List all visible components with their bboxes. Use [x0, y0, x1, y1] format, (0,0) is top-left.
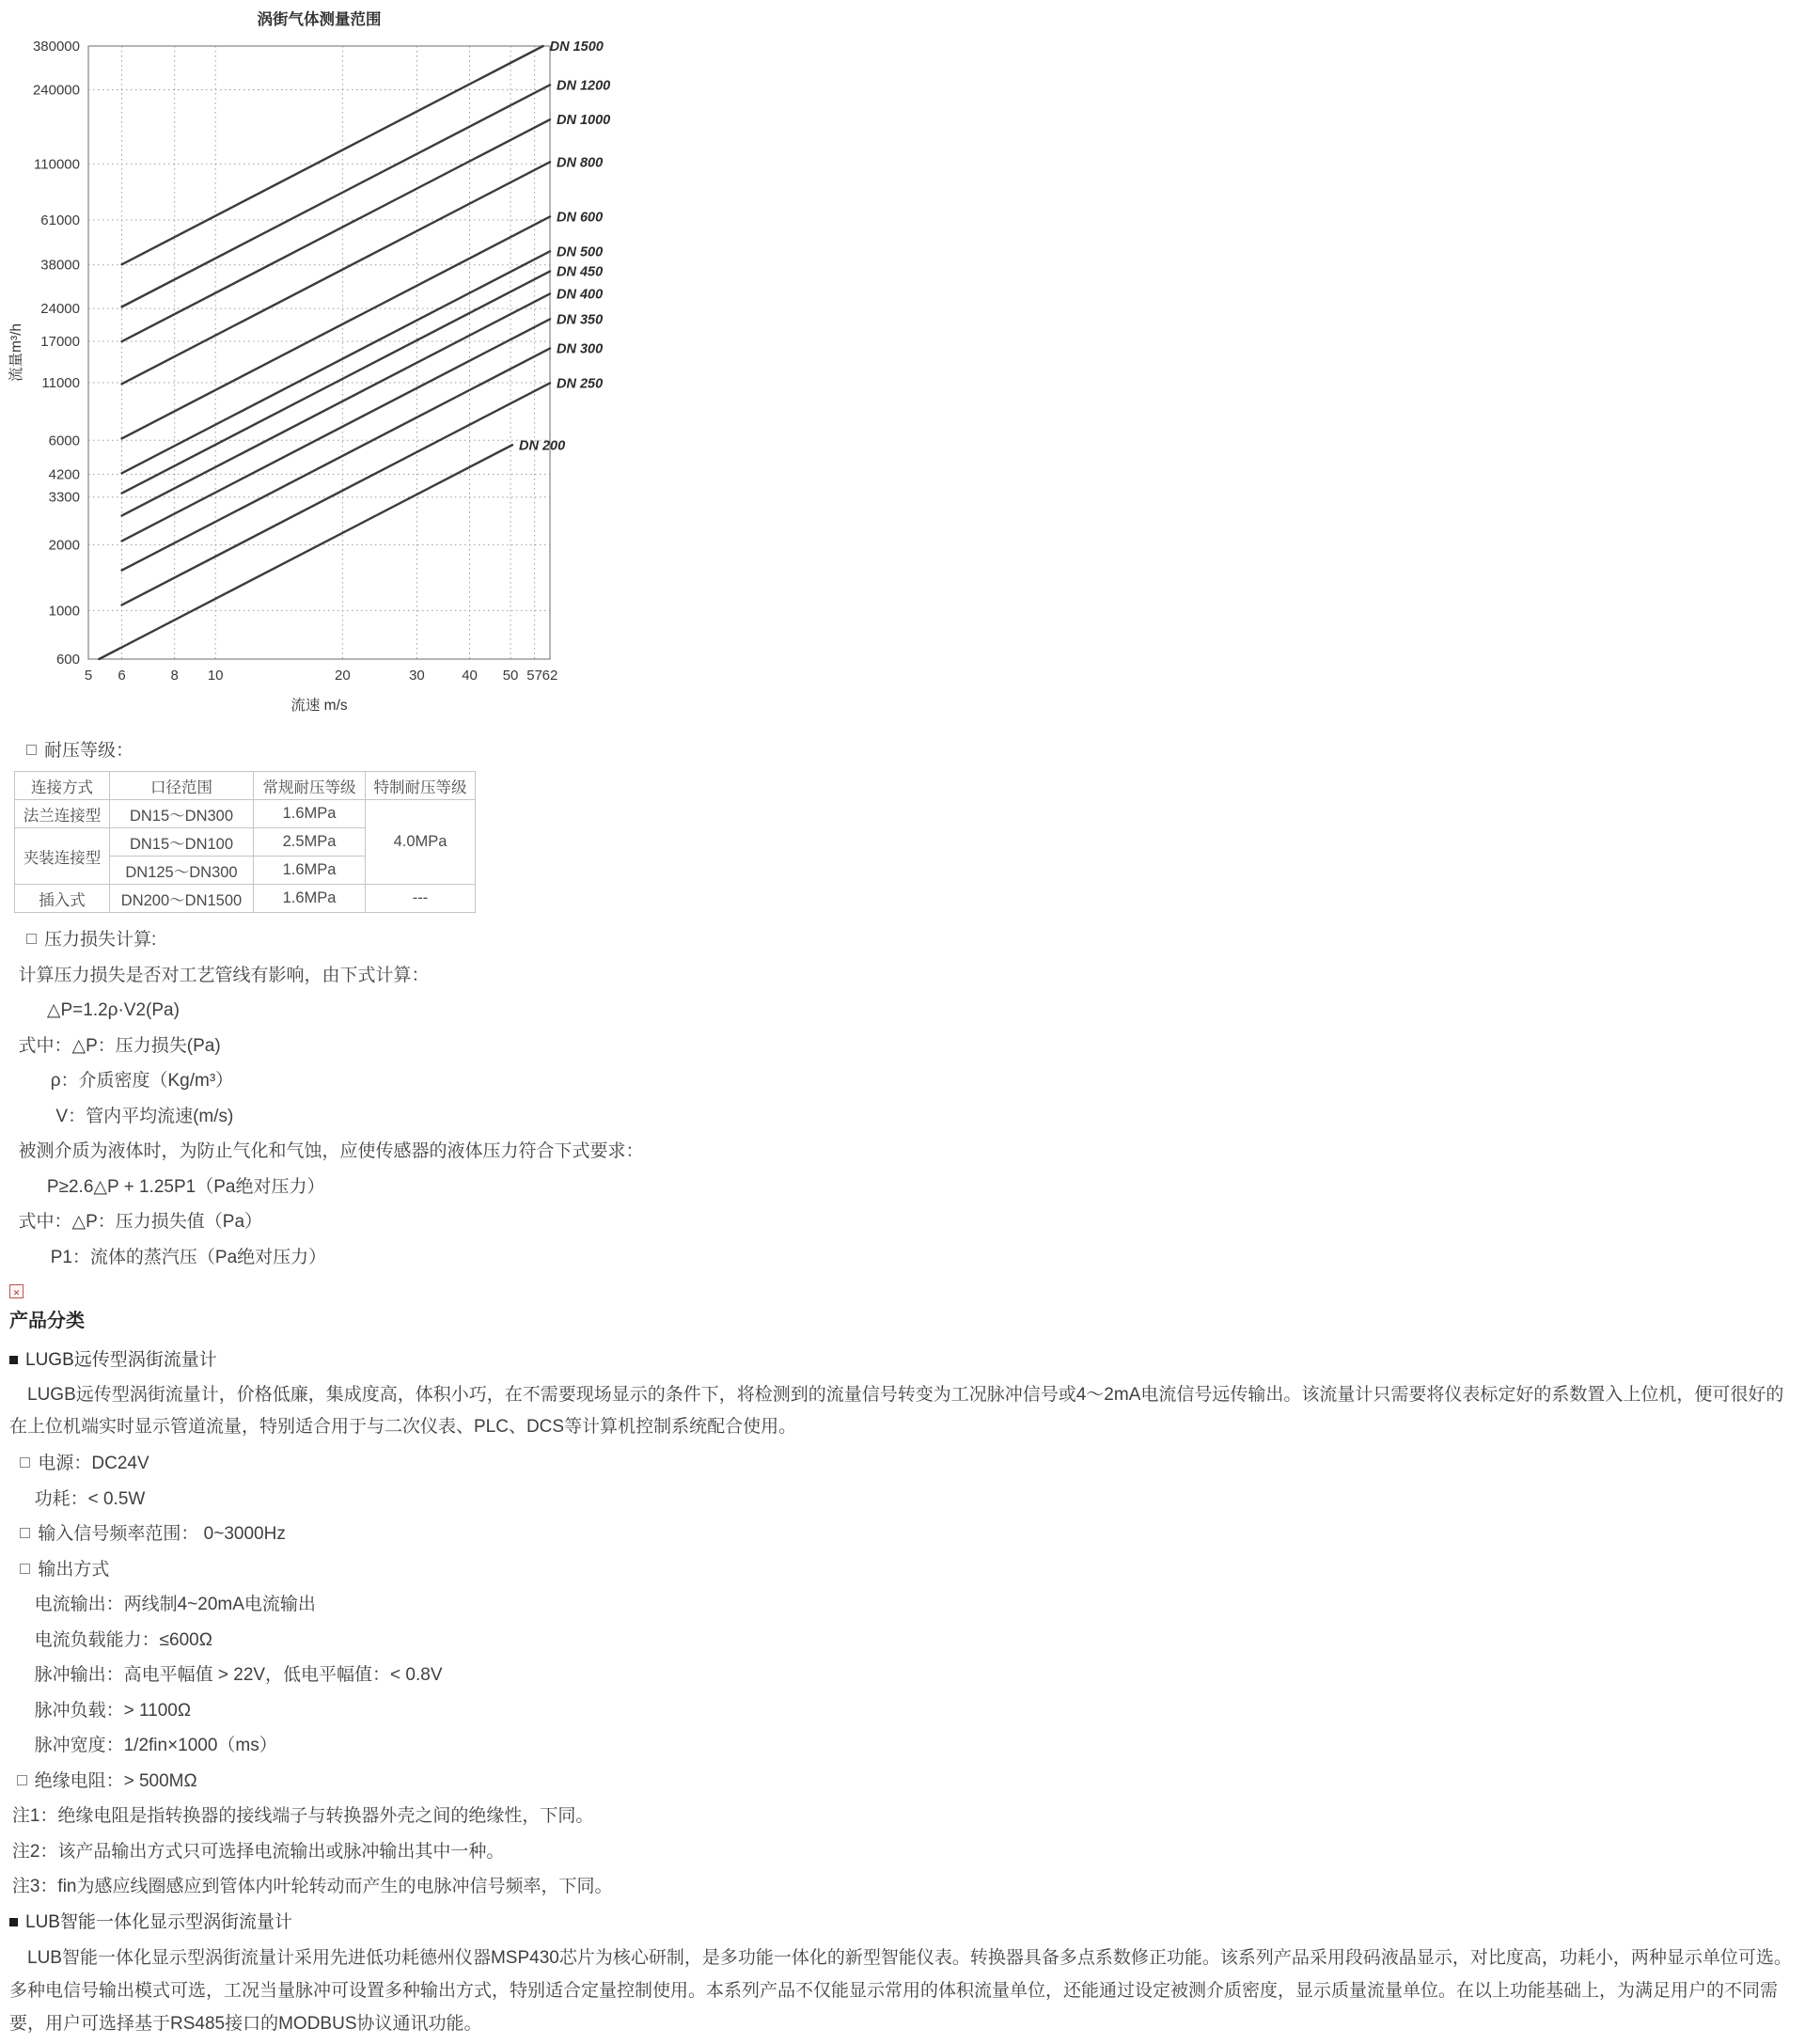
lugb-spec-line-text: 脉冲宽度：1/2fin×1000（ms） — [34, 1736, 277, 1755]
lugb-spec-line — [9, 1764, 1796, 1800]
lugb-spec-line — [9, 1517, 1796, 1552]
broken-image-glyph: ✕ — [12, 1288, 21, 1297]
series-line-dn-200 — [99, 445, 512, 659]
y-tick-label: 240000 — [32, 82, 80, 99]
series-label-dn-300: DN 300 — [557, 341, 604, 357]
y-tick-label: 380000 — [32, 39, 80, 55]
pressure-rating-heading — [9, 737, 1796, 765]
pressure-loss-line — [9, 1134, 1796, 1170]
lugb-product-title-text: LUGB远传型涡街流量计 — [25, 1350, 217, 1370]
document-body — [9, 735, 1796, 2044]
lugb-spec-line — [9, 1693, 1796, 1729]
pressure-loss-line-text: 式中：△P：压力损失值（Pa） — [18, 1212, 263, 1232]
y-tick-label: 4200 — [48, 466, 80, 483]
pressure-loss-heading — [9, 922, 1796, 958]
pressure-loss-heading-text: 压力损失计算: — [44, 930, 157, 950]
lugb-spec-line — [9, 1623, 1796, 1659]
pressure-loss-line-text: 被测介质为液体时，为防止气化和气蚀，应使传感器的液体压力符合下式要求： — [18, 1141, 644, 1161]
x-tick-label: 20 — [335, 668, 351, 684]
table-cell: 夹装连接型 — [15, 828, 110, 885]
pressure-loss-line-text: 计算压力损失是否对工艺管线有影响，由下式计算： — [18, 965, 430, 985]
series-label-dn-1500: DN 1500 — [549, 39, 604, 55]
x-tick-label: 5 — [84, 668, 93, 684]
flow-range-chart-svg — [0, 0, 658, 729]
series-label-dn-500: DN 500 — [557, 244, 604, 260]
pressure-loss-line — [9, 1204, 1796, 1240]
lugb-spec-line-text: 脉冲输出：高电平幅值 > 22V，低电平幅值：< 0.8V — [34, 1665, 443, 1685]
series-label-dn-800: DN 800 — [557, 155, 604, 171]
series-line-dn-500 — [122, 251, 550, 473]
series-label-dn-350: DN 350 — [557, 312, 604, 328]
broken-image-icon — [9, 1284, 24, 1298]
pressure-loss-line — [9, 1099, 1796, 1135]
series-label-dn-400: DN 400 — [557, 287, 604, 303]
table-cell: 2.5MPa — [254, 828, 366, 857]
table-header-row — [15, 772, 476, 800]
pressure-loss-lines — [9, 958, 1796, 1276]
pressure-loss-line — [9, 1063, 1796, 1099]
lugb-spec-line — [9, 1728, 1796, 1764]
lugb-spec-line-text: 输出方式 — [38, 1559, 110, 1580]
pressure-loss-line-text: △P=1.2ρ·V2(Pa) — [46, 1000, 180, 1020]
pressure-loss-line-text: P≥2.6△P + 1.25P1（Pa绝对压力） — [46, 1176, 325, 1197]
x-tick-label: 40 — [462, 668, 478, 684]
pressure-rating-heading-text: 耐压等级： — [44, 741, 134, 761]
pressure-loss-line — [9, 993, 1796, 1029]
pressure-loss-line — [9, 1029, 1796, 1064]
lugb-spec-line-text: 输入信号频率范围： 0~3000Hz — [38, 1524, 286, 1544]
square-bullet-icon — [20, 1564, 30, 1574]
y-tick-label: 24000 — [40, 301, 80, 318]
square-bullet-icon — [20, 1457, 30, 1468]
y-tick-label: 11000 — [41, 375, 80, 392]
filled-square-bullet-icon — [9, 1356, 18, 1364]
pressure-loss-line-text: 式中：△P：压力损失(Pa) — [18, 1035, 221, 1056]
lub-product-title-text: LUB智能一体化显示型涡街流量计 — [25, 1911, 292, 1932]
square-bullet-icon — [26, 934, 37, 944]
table-cell: DN200～DN1500 — [110, 885, 254, 913]
plot-border — [88, 46, 550, 659]
square-bullet-icon — [17, 1775, 27, 1785]
products-section-heading: 产品分类 — [9, 1311, 85, 1331]
pressure-loss-line-text: V：管内平均流速(m/s) — [55, 1106, 234, 1126]
pressure-loss-line-text: P1：流体的蒸汽压（Pa绝对压力） — [50, 1247, 327, 1267]
pressure-loss-line-text: ρ：介质密度（Kg/m³） — [50, 1071, 234, 1091]
flow-range-chart — [0, 0, 658, 729]
series-label-dn-450: DN 450 — [557, 264, 604, 280]
y-tick-label: 6000 — [48, 432, 80, 449]
y-tick-label: 17000 — [40, 334, 80, 351]
table-header-cell: 特制耐压等级 — [366, 772, 476, 800]
table-cell: DN125～DN300 — [110, 857, 254, 885]
lub-description-paragraph: LUB智能一体化显示型涡街流量计采用先进低功耗德州仪器MSP430芯片为核心研制，是多功能一体化的新型智能仪表。转换器具备多点系数修正功能。该系列产品采用段码液晶显示，对比度高，功耗小，两种显示单位可选。多种电信号输出模式可选，工况当量脉冲可设置多种输出方式，特别适合定量控制使用。本系列产品不仅能显示常用的体积流量单位，还能通过设定被测介质密度，显示质量流量单位。在以上功能基础上，为满足用户的不同需要，用户可选择基于RS485接口的MODBUS协议通讯功能。 — [9, 1947, 1792, 2034]
y-tick-label: 2000 — [48, 537, 80, 554]
table-cell: 4.0MPa — [366, 800, 476, 885]
lugb-spec-line — [9, 1834, 1796, 1870]
pressure-loss-line — [9, 1240, 1796, 1276]
lugb-spec-line — [9, 1587, 1796, 1623]
lugb-spec-line-text: 电源：DC24V — [38, 1454, 149, 1473]
square-bullet-icon — [20, 1528, 30, 1538]
pressure-loss-line — [9, 1170, 1796, 1205]
y-tick-label: 61000 — [40, 212, 80, 228]
series-label-dn-600: DN 600 — [557, 210, 604, 226]
lugb-spec-line-text: 功耗：< 0.5W — [34, 1488, 146, 1509]
table-header-cell: 常规耐压等级 — [254, 772, 366, 800]
y-tick-label: 38000 — [40, 257, 80, 274]
table-cell: DN15～DN100 — [110, 828, 254, 857]
table-cell: 插入式 — [15, 885, 110, 913]
lugb-spec-line — [9, 1552, 1796, 1588]
lugb-spec-line — [9, 1658, 1796, 1693]
lugb-spec-line-text: 注1：绝缘电阻是指转换器的接线端子与转换器外壳之间的绝缘性，下同。 — [11, 1806, 594, 1826]
table-header-cell: 口径范围 — [110, 772, 254, 800]
lub-product-title — [9, 1905, 1796, 1940]
pressure-loss-line — [9, 958, 1796, 994]
lugb-spec-line — [9, 1446, 1796, 1482]
table-cell: 1.6MPa — [254, 885, 366, 913]
y-tick-label: 3300 — [48, 489, 80, 506]
filled-square-bullet-icon — [9, 1918, 18, 1926]
table-row — [15, 885, 476, 913]
table-cell: 法兰连接型 — [15, 800, 110, 828]
y-tick-label: 110000 — [34, 156, 80, 173]
series-label-dn-250: DN 250 — [557, 376, 604, 392]
x-axis-title: 流速 m/s — [290, 698, 348, 714]
series-label-dn-1200: DN 1200 — [557, 78, 611, 94]
lugb-product-title — [9, 1343, 1796, 1377]
lugb-spec-line — [9, 1869, 1796, 1905]
lugb-spec-line-text: 注3：fin为感应线圈感应到管体内叶轮转动而产生的电脉冲信号频率，下同。 — [11, 1877, 613, 1896]
lugb-spec-line-text: 绝缘电阻：> 500MΩ — [34, 1770, 197, 1791]
x-tick-label: 57 — [526, 668, 542, 684]
lugb-spec-line — [9, 1482, 1796, 1517]
table-cell: --- — [366, 885, 476, 913]
table-cell: 1.6MPa — [254, 857, 366, 885]
series-label-dn-1000: DN 1000 — [557, 113, 611, 129]
x-tick-label: 62 — [542, 668, 558, 684]
x-tick-label: 6 — [118, 668, 126, 684]
series-line-dn-250 — [122, 383, 550, 605]
lugb-spec-lines — [9, 1446, 1796, 1905]
series-label-dn-200: DN 200 — [518, 438, 566, 454]
lugb-spec-line-text: 脉冲负载：> 1100Ω — [34, 1700, 192, 1721]
y-tick-label: 1000 — [48, 603, 80, 620]
series-line-dn-350 — [122, 319, 550, 541]
lugb-spec-line-text: 电流输出：两线制4~20mA电流输出 — [34, 1595, 316, 1614]
table-header-cell: 连接方式 — [15, 772, 110, 800]
chart-title: 涡街气体测量范围 — [257, 11, 382, 28]
broken-image-placeholder — [9, 1281, 1796, 1305]
y-axis-title: 流量m³/h — [8, 322, 24, 383]
lugb-spec-line — [9, 1799, 1796, 1834]
lugb-spec-line-text: 注2：该产品输出方式只可选择电流输出或脉冲输出其中一种。 — [11, 1841, 505, 1862]
lugb-spec-line-text: 电流负载能力：≤600Ω — [34, 1629, 212, 1650]
lugb-description-paragraph: LUGB远传型涡街流量计，价格低廉，集成度高，体积小巧，在不需要现场显示的条件下，将检测到的流量信号转变为工况脉冲信号或4～2mA电流信号远传输出。该流量计只需要将仪表标定好的系数置入上位机，便可很好的在上位机端实时显示管道流量，特别适合用于与二次仪表、PLC、DCS等计算机控制系统配合使用。 — [9, 1385, 1784, 1437]
pressure-rating-table — [14, 771, 476, 913]
square-bullet-icon — [26, 745, 37, 755]
x-tick-label: 50 — [502, 668, 519, 684]
table-row — [15, 800, 476, 828]
x-tick-label: 8 — [170, 668, 179, 684]
table-cell: DN15～DN300 — [110, 800, 254, 828]
x-tick-label: 10 — [207, 668, 224, 684]
table-cell: 1.6MPa — [254, 800, 366, 828]
x-tick-label: 30 — [409, 668, 425, 684]
y-tick-label: 600 — [55, 652, 80, 668]
